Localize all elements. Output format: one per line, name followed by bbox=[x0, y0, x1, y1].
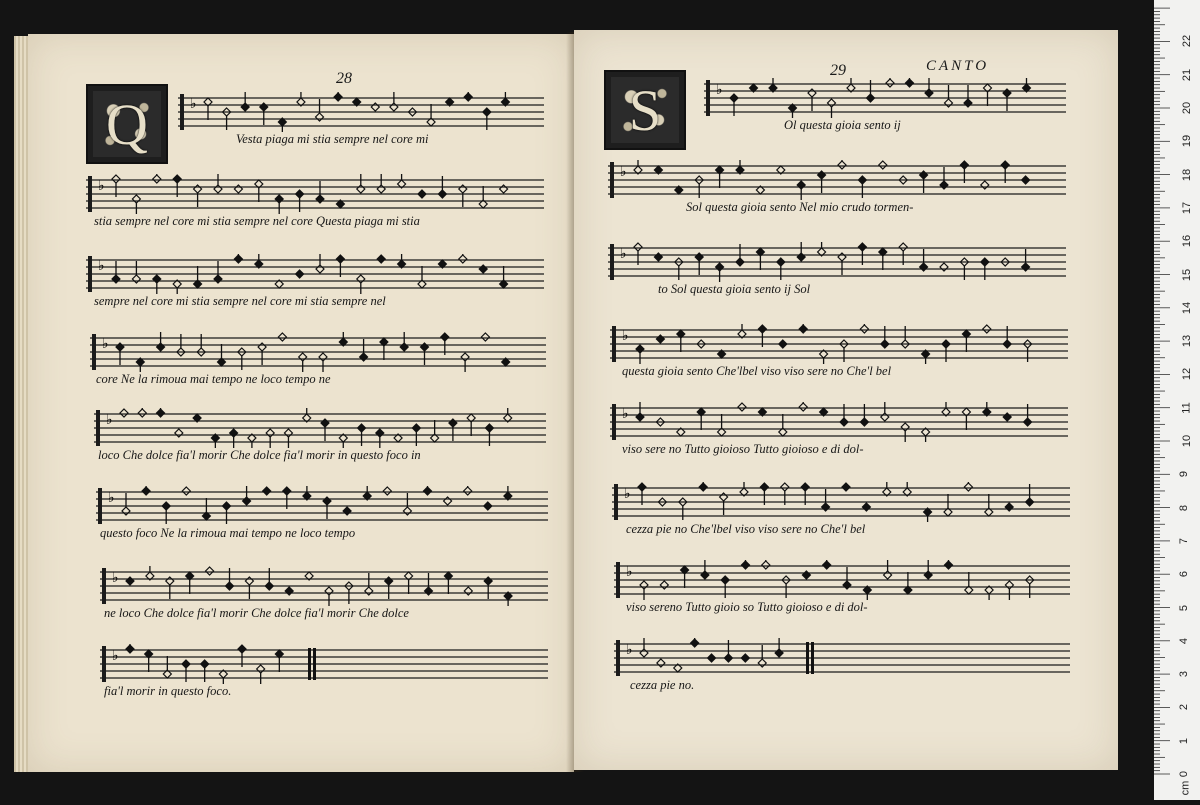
note bbox=[400, 343, 408, 351]
note bbox=[126, 577, 134, 585]
note bbox=[182, 660, 190, 668]
note bbox=[867, 94, 875, 102]
note bbox=[781, 483, 789, 491]
note bbox=[120, 409, 128, 417]
note bbox=[275, 195, 283, 203]
note bbox=[142, 487, 150, 495]
note bbox=[484, 577, 492, 585]
note bbox=[838, 253, 846, 261]
note bbox=[283, 487, 291, 495]
note bbox=[403, 507, 411, 515]
note bbox=[319, 353, 327, 361]
note bbox=[940, 181, 948, 189]
note bbox=[376, 429, 384, 437]
note bbox=[920, 263, 928, 271]
note bbox=[901, 423, 909, 431]
note bbox=[112, 175, 120, 183]
ruler-number: 2 bbox=[1178, 704, 1191, 711]
music-staff bbox=[100, 566, 548, 606]
ruler-number: 20 bbox=[1181, 101, 1194, 115]
note bbox=[438, 190, 446, 198]
note bbox=[925, 89, 933, 97]
note bbox=[724, 654, 732, 662]
ruler-number: 12 bbox=[1181, 368, 1194, 381]
note bbox=[860, 418, 868, 426]
note bbox=[153, 275, 161, 283]
note bbox=[881, 340, 889, 348]
note bbox=[132, 275, 140, 283]
svg-text:♭: ♭ bbox=[112, 648, 119, 664]
note bbox=[343, 507, 351, 515]
note bbox=[138, 409, 146, 417]
note bbox=[886, 79, 894, 87]
note bbox=[640, 581, 648, 589]
note bbox=[708, 654, 716, 662]
music-staff bbox=[610, 402, 1068, 442]
note bbox=[1001, 161, 1009, 169]
ruler-number: 13 bbox=[1181, 334, 1194, 348]
svg-text:♭: ♭ bbox=[98, 178, 105, 194]
note bbox=[175, 429, 183, 437]
lyric-line: viso sere no Tutto gioioso Tutto gioioso e di dol- bbox=[622, 442, 864, 456]
note bbox=[223, 502, 231, 510]
note bbox=[260, 103, 268, 111]
note bbox=[194, 185, 202, 193]
note bbox=[1022, 263, 1030, 271]
note bbox=[266, 429, 274, 437]
music-staff bbox=[610, 324, 1068, 364]
note bbox=[640, 649, 648, 657]
lyric-line: cezza pie no. bbox=[630, 678, 695, 692]
lyric-line: ne loco Che dolce fia'l morir Che dolce fia'l morir Che dolce bbox=[104, 606, 409, 620]
ruler-number: 8 bbox=[1178, 504, 1191, 511]
svg-text:♭: ♭ bbox=[624, 486, 631, 502]
svg-text:♭: ♭ bbox=[620, 246, 627, 262]
note bbox=[365, 587, 373, 595]
music-staff bbox=[608, 160, 1066, 200]
music-staff bbox=[614, 560, 1070, 600]
note bbox=[777, 258, 785, 266]
note bbox=[122, 507, 130, 515]
note bbox=[1022, 176, 1030, 184]
note bbox=[730, 94, 738, 102]
left-page-number: 28 bbox=[336, 70, 352, 87]
lyric-line: questa gioia sento Che'lbel viso viso sere no Che'l bel bbox=[622, 364, 892, 378]
measuring-ruler bbox=[1154, 0, 1200, 800]
note bbox=[1005, 581, 1013, 589]
note bbox=[964, 99, 972, 107]
note bbox=[802, 571, 810, 579]
ruler-number: 18 bbox=[1181, 168, 1194, 181]
note bbox=[336, 255, 344, 263]
ruler-number: 9 bbox=[1178, 471, 1191, 478]
note bbox=[1003, 89, 1011, 97]
note bbox=[481, 333, 489, 341]
note bbox=[657, 659, 665, 667]
note bbox=[296, 270, 304, 278]
note bbox=[899, 243, 907, 251]
note bbox=[485, 424, 493, 432]
note bbox=[323, 497, 331, 505]
ruler-number: 22 bbox=[1181, 35, 1194, 48]
note bbox=[278, 333, 286, 341]
lyric-line: to Sol questa gioia sento ij Sol bbox=[658, 282, 811, 296]
note bbox=[940, 263, 948, 271]
note bbox=[1026, 498, 1034, 506]
note bbox=[238, 645, 246, 653]
note bbox=[881, 413, 889, 421]
lyric-line: core Ne la rimoua mai tempo ne loco tempo ne bbox=[96, 372, 331, 386]
note bbox=[981, 258, 989, 266]
note bbox=[418, 190, 426, 198]
music-staff bbox=[178, 92, 544, 132]
note bbox=[241, 103, 249, 111]
note bbox=[858, 176, 866, 184]
note bbox=[760, 483, 768, 491]
ruler-number: 5 bbox=[1178, 604, 1191, 611]
music-staff bbox=[608, 242, 1066, 282]
note bbox=[173, 175, 181, 183]
ruler-number: 3 bbox=[1178, 671, 1191, 678]
note bbox=[981, 181, 989, 189]
lyric-line: Ol questa gioia sento ij bbox=[784, 118, 901, 132]
note bbox=[716, 263, 724, 271]
music-staff bbox=[614, 638, 1070, 678]
note bbox=[258, 343, 266, 351]
note bbox=[801, 483, 809, 491]
note bbox=[112, 275, 120, 283]
note bbox=[960, 161, 968, 169]
note bbox=[285, 587, 293, 595]
note bbox=[444, 497, 452, 505]
note bbox=[464, 487, 472, 495]
note bbox=[1003, 340, 1011, 348]
note bbox=[360, 353, 368, 361]
music-staff bbox=[96, 486, 548, 526]
note bbox=[838, 161, 846, 169]
note bbox=[738, 403, 746, 411]
svg-text:♭: ♭ bbox=[98, 258, 105, 274]
lyric-line: fia'l morir in questo foco. bbox=[104, 684, 232, 698]
note bbox=[656, 335, 664, 343]
note bbox=[858, 243, 866, 251]
note bbox=[906, 79, 914, 87]
svg-text:♭: ♭ bbox=[190, 96, 197, 112]
note bbox=[263, 487, 271, 495]
note bbox=[775, 649, 783, 657]
note bbox=[945, 99, 953, 107]
ruler-number: 21 bbox=[1181, 68, 1194, 81]
svg-text:♭: ♭ bbox=[620, 164, 627, 180]
ruler-number: 14 bbox=[1181, 301, 1194, 314]
ruler-number: 19 bbox=[1181, 135, 1194, 148]
note bbox=[464, 93, 472, 101]
svg-text:♭: ♭ bbox=[626, 564, 633, 580]
lyric-line: questo foco Ne la rimoua mai tempo ne loco tempo bbox=[100, 526, 356, 540]
note bbox=[243, 497, 251, 505]
note bbox=[412, 424, 420, 432]
lyric-line: sempre nel core mi stia sempre nel core mi stia sempre nel bbox=[94, 294, 386, 308]
note bbox=[153, 175, 161, 183]
note bbox=[736, 258, 744, 266]
note bbox=[383, 487, 391, 495]
ruler-number: 10 bbox=[1181, 434, 1194, 448]
music-staff bbox=[86, 174, 544, 214]
note bbox=[316, 195, 324, 203]
note bbox=[483, 108, 491, 116]
note bbox=[157, 409, 165, 417]
note bbox=[201, 660, 209, 668]
music-staff bbox=[90, 332, 546, 372]
music-staff bbox=[100, 644, 548, 684]
note bbox=[842, 483, 850, 491]
music-staff bbox=[612, 482, 1070, 522]
note bbox=[321, 419, 329, 427]
note bbox=[357, 185, 365, 193]
note bbox=[464, 587, 472, 595]
lyric-line: stia sempre nel core mi stia sempre nel core Questa piaga mi stia bbox=[94, 214, 420, 228]
left-initial-ornament bbox=[86, 84, 168, 164]
lyric-line: viso sereno Tutto gioio so Tutto gioioso e di dol- bbox=[626, 600, 868, 614]
lyric-line: Sol questa gioia sento Nel mio crudo tormen- bbox=[686, 200, 914, 214]
note bbox=[862, 503, 870, 511]
note bbox=[182, 487, 190, 495]
note bbox=[818, 171, 826, 179]
note bbox=[828, 99, 836, 107]
svg-text:♭: ♭ bbox=[716, 82, 723, 98]
note bbox=[325, 587, 333, 595]
note bbox=[636, 345, 644, 353]
note bbox=[1024, 418, 1032, 426]
ruler-number: 0 bbox=[1178, 770, 1191, 778]
note bbox=[808, 89, 816, 97]
note bbox=[245, 577, 253, 585]
note bbox=[779, 340, 787, 348]
lyric-line: loco Che dolce fia'l morir Che dolce fia'l morir in questo foco in bbox=[98, 448, 421, 462]
ruler-number: 4 bbox=[1178, 637, 1191, 644]
note bbox=[797, 181, 805, 189]
note bbox=[390, 103, 398, 111]
note bbox=[234, 185, 242, 193]
ruler-number: 16 bbox=[1181, 235, 1194, 248]
note bbox=[296, 190, 304, 198]
left-initial-letter: Q bbox=[106, 91, 148, 157]
note bbox=[162, 502, 170, 510]
svg-text:♭: ♭ bbox=[112, 570, 119, 586]
note bbox=[884, 571, 892, 579]
note bbox=[234, 255, 242, 263]
note bbox=[762, 561, 770, 569]
note bbox=[284, 429, 292, 437]
note bbox=[721, 576, 729, 584]
ruler-number: 11 bbox=[1180, 401, 1193, 414]
ruler-number: 17 bbox=[1181, 201, 1194, 215]
note bbox=[166, 577, 174, 585]
note bbox=[758, 325, 766, 333]
right-initial-ornament bbox=[604, 70, 686, 150]
svg-text:♭: ♭ bbox=[102, 336, 109, 352]
note bbox=[461, 353, 469, 361]
note bbox=[206, 567, 214, 575]
note bbox=[654, 253, 662, 261]
note bbox=[699, 483, 707, 491]
note bbox=[126, 645, 134, 653]
note bbox=[421, 343, 429, 351]
note bbox=[377, 255, 385, 263]
note bbox=[822, 503, 830, 511]
note bbox=[920, 171, 928, 179]
lyric-line: Vesta piaga mi stia sempre nel core mi bbox=[236, 132, 429, 146]
svg-text:♭: ♭ bbox=[622, 328, 629, 344]
left-page bbox=[28, 34, 574, 772]
note bbox=[257, 665, 265, 673]
note bbox=[116, 343, 124, 351]
note bbox=[799, 325, 807, 333]
note bbox=[500, 185, 508, 193]
note bbox=[377, 185, 385, 193]
note bbox=[424, 487, 432, 495]
right-initial-letter: S bbox=[628, 77, 662, 143]
note bbox=[695, 253, 703, 261]
right-page-number: 29 bbox=[830, 62, 846, 79]
ruler-number: 6 bbox=[1178, 571, 1191, 578]
note bbox=[720, 493, 728, 501]
ruler-number: 7 bbox=[1178, 537, 1191, 544]
ruler-number: 1 bbox=[1178, 737, 1191, 744]
note bbox=[459, 185, 467, 193]
svg-text:♭: ♭ bbox=[626, 642, 633, 658]
note bbox=[691, 639, 699, 647]
note bbox=[701, 571, 709, 579]
note bbox=[484, 502, 492, 510]
note bbox=[1005, 503, 1013, 511]
note bbox=[983, 325, 991, 333]
lyric-line: cezza pie no Che'lbel viso viso sere no Che'l bel bbox=[626, 522, 866, 536]
svg-text:♭: ♭ bbox=[622, 406, 629, 422]
note bbox=[636, 413, 644, 421]
note bbox=[214, 185, 222, 193]
note bbox=[358, 424, 366, 432]
svg-text:♭: ♭ bbox=[108, 490, 115, 506]
note bbox=[316, 265, 324, 273]
svg-text:♭: ♭ bbox=[106, 412, 113, 428]
note bbox=[132, 195, 140, 203]
note bbox=[357, 275, 365, 283]
note bbox=[758, 659, 766, 667]
note bbox=[334, 93, 342, 101]
note bbox=[425, 587, 433, 595]
part-name: CANTO bbox=[926, 58, 990, 74]
note bbox=[799, 403, 807, 411]
note bbox=[924, 571, 932, 579]
note bbox=[638, 483, 646, 491]
note bbox=[459, 255, 467, 263]
ruler-ticks bbox=[1154, 0, 1200, 800]
note bbox=[843, 581, 851, 589]
note bbox=[823, 561, 831, 569]
note bbox=[942, 340, 950, 348]
music-staff bbox=[86, 254, 544, 294]
note bbox=[299, 353, 307, 361]
note bbox=[879, 161, 887, 169]
note bbox=[479, 265, 487, 273]
note bbox=[214, 275, 222, 283]
note bbox=[860, 325, 868, 333]
music-staff bbox=[94, 408, 546, 448]
note bbox=[964, 483, 972, 491]
note bbox=[371, 103, 379, 111]
note bbox=[441, 333, 449, 341]
ruler-number: 15 bbox=[1181, 268, 1194, 281]
right-page bbox=[574, 30, 1118, 770]
note bbox=[634, 243, 642, 251]
note bbox=[265, 582, 273, 590]
note bbox=[316, 113, 324, 121]
ruler-unit: cm bbox=[1179, 780, 1192, 796]
note bbox=[449, 419, 457, 427]
music-staff bbox=[704, 78, 1066, 118]
note bbox=[230, 429, 238, 437]
note bbox=[157, 343, 165, 351]
note bbox=[1003, 413, 1011, 421]
note bbox=[945, 561, 953, 569]
note bbox=[797, 253, 805, 261]
note bbox=[226, 582, 234, 590]
note bbox=[660, 581, 668, 589]
note bbox=[385, 577, 393, 585]
note bbox=[840, 418, 848, 426]
note bbox=[742, 561, 750, 569]
note bbox=[741, 654, 749, 662]
